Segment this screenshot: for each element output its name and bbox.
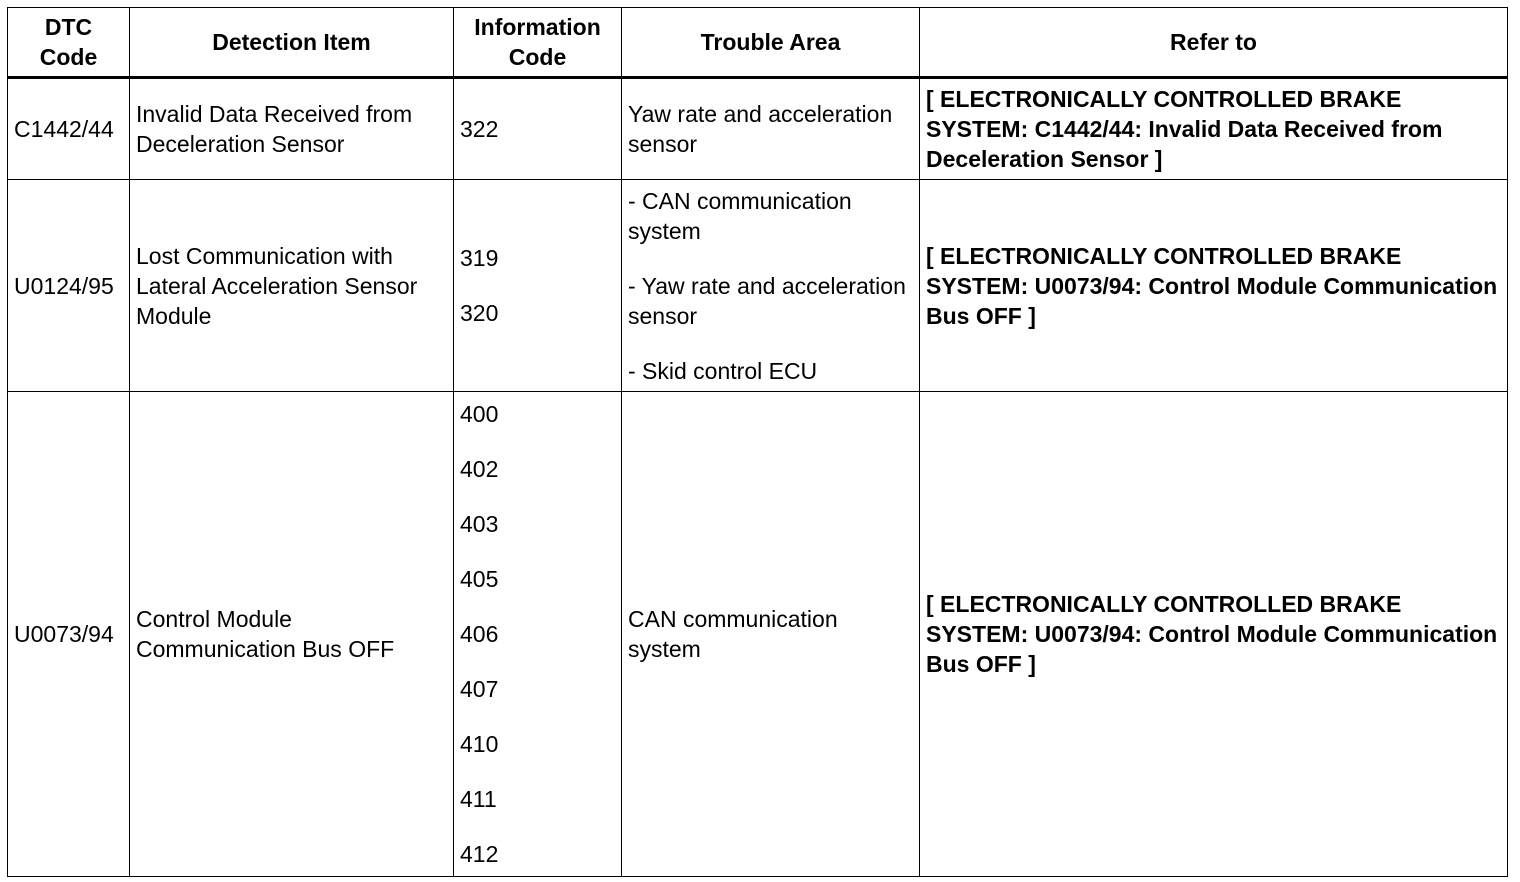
information-code: 411 — [460, 786, 497, 813]
header-refer-to: Refer to — [920, 8, 1508, 78]
header-dtc-code: DTC Code — [8, 8, 130, 78]
dtc-code-cell: C1442/44 — [8, 78, 130, 180]
header-trouble-area: Trouble Area — [622, 8, 920, 78]
refer-to-cell: [ ELECTRONICALLY CONTROLLED BRAKE SYSTEM: U0073/94: Control Module Communication Bus OFF ] — [920, 180, 1508, 392]
information-code: 410 — [460, 731, 499, 758]
dtc-table — [7, 7, 1508, 877]
header-information-code: Information Code — [454, 8, 622, 78]
information-code-cell — [454, 78, 622, 180]
detection-item-cell: Control Module Communication Bus OFF — [130, 392, 454, 877]
refer-to-cell: [ ELECTRONICALLY CONTROLLED BRAKE SYSTEM: C1442/44: Invalid Data Received from Deceleration Sensor ] — [920, 78, 1508, 180]
information-code: 412 — [460, 841, 499, 868]
trouble-area-cell — [622, 180, 920, 392]
information-code: 402 — [460, 456, 499, 483]
information-code: 319 — [460, 245, 499, 272]
trouble-area-item: - Yaw rate and acceleration sensor — [628, 272, 906, 329]
information-code: 405 — [460, 566, 499, 593]
table-row — [8, 180, 1508, 392]
trouble-area-cell — [622, 78, 920, 180]
information-code: 322 — [460, 116, 499, 143]
header-detection-item: Detection Item — [130, 8, 454, 78]
information-code-cell — [454, 392, 622, 877]
information-code: 407 — [460, 676, 499, 703]
information-code-cell — [454, 180, 622, 392]
trouble-area-item: - Skid control ECU — [628, 357, 818, 384]
dtc-code-cell: U0124/95 — [8, 180, 130, 392]
information-code: 400 — [460, 401, 499, 428]
trouble-area-cell — [622, 392, 920, 877]
trouble-area-item: - CAN communication system — [628, 187, 852, 244]
information-code: 403 — [460, 511, 499, 538]
detection-item-cell: Lost Communication with Lateral Acceleration Sensor Module — [130, 180, 454, 392]
trouble-area-item: CAN communication system — [628, 606, 838, 663]
information-code: 320 — [460, 300, 499, 327]
refer-to-cell: [ ELECTRONICALLY CONTROLLED BRAKE SYSTEM: U0073/94: Control Module Communication Bus OFF ] — [920, 392, 1508, 877]
table-row — [8, 78, 1508, 180]
trouble-area-item: Yaw rate and acceleration sensor — [628, 101, 893, 158]
dtc-code-cell: U0073/94 — [8, 392, 130, 877]
header-row — [8, 8, 1508, 78]
detection-item-cell: Invalid Data Received from Deceleration Sensor — [130, 78, 454, 180]
information-code: 406 — [460, 621, 499, 648]
table-row — [8, 392, 1508, 877]
